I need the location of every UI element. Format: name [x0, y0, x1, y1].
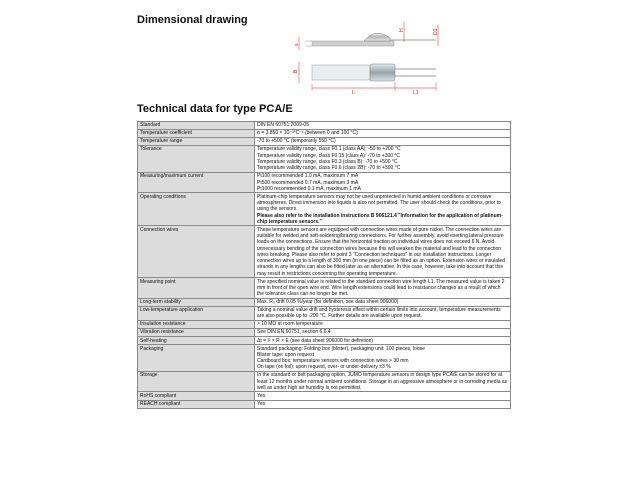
- table-row: [138, 306, 511, 320]
- row-label: Vibration resistance: [138, 329, 255, 337]
- row-value: [255, 321, 511, 329]
- row-value: [255, 146, 511, 173]
- row-value: [255, 392, 511, 400]
- row-label: Temperature range: [138, 138, 255, 146]
- value-line: Blister tape: upon request: [257, 351, 314, 358]
- value-text: Taking a nominal value drift and hysteresis effect within certain limits into account, temperature measurements are also possible up to -200 °C. Further details are available upon request.: [257, 307, 501, 320]
- drawing-label-b: B: [293, 69, 299, 73]
- row-label: Low-temperature application: [138, 306, 255, 320]
- row-value: [255, 122, 511, 130]
- row-label: Connection wires: [138, 226, 255, 278]
- row-label: Long-term stability: [138, 298, 255, 306]
- value-line: Cardboard box: temperature sensors with connection wires > 30 mm: [257, 358, 409, 365]
- value-line: α = 3.850 × 10⁻³°C⁻¹ (between 0 and 100 °C): [257, 130, 358, 137]
- table-row: [138, 329, 511, 337]
- value-text: The specified nominal value is related to the standard connection wire length L1. The measured value is taken 2 mm in front of the open wire end. Wire length extensions could lead to resistance changes as a result of which the tolerance class can no longer be met.: [257, 278, 505, 298]
- row-label: Measuring/maximum current: [138, 172, 255, 193]
- row-value: [255, 172, 511, 193]
- value-line: See DIN EN 60751, section 6.6.4: [257, 329, 331, 336]
- table-row: [138, 146, 511, 173]
- table-row: [138, 226, 511, 278]
- table-row: [138, 122, 511, 130]
- value-line: On tape (on foil): upon request, over- or under-delivery ±3 %: [257, 364, 391, 371]
- value-line: Pt500 recommended 0.7 mA, maximum 3 mA: [257, 179, 359, 186]
- row-label: Temperature coefficient: [138, 130, 255, 138]
- row-label: Insulation resistance: [138, 321, 255, 329]
- row-label: REACH compliant: [138, 400, 255, 408]
- value-line: Pt1000 recommended 0.1 mA, maximum 1 mA: [257, 185, 361, 192]
- row-label: Packaging: [138, 345, 255, 372]
- row-value: [255, 278, 511, 299]
- table-row: [138, 130, 511, 138]
- row-label: Self-heating: [138, 337, 255, 345]
- table-row: [138, 392, 511, 400]
- row-value: [255, 345, 511, 372]
- row-label: Storage: [138, 371, 255, 392]
- value-line: Temperature validity range, class F0.15 (class A): -70 to +300 °C: [257, 152, 401, 159]
- dimensional-drawing: [286, 16, 446, 96]
- value-line: Temperature validity range, class F0.1 (class AA): -50 to +200 °C: [257, 146, 401, 153]
- value-text: In the standard or belt packaging option, JUMO temperature sensors in design type PCA/E can be stored for at least 12 months under normal ambient conditions. Storage in an aggressive atmosphere or in corroding media as well as under high air humidity is not permitted.: [257, 372, 508, 391]
- value-line: Standard packaging: Folding box (blister), packaging unit: 100 pieces, loose: [257, 345, 425, 352]
- value-line: Temperature validity range, class F0.6 (class 2B): -70 to +500 °C: [257, 165, 401, 172]
- table-row: [138, 278, 511, 299]
- row-value: [255, 306, 511, 320]
- value-line: Pt100 recommended 1.0 mA, maximum 7 mA: [257, 173, 359, 180]
- value-line: Yes: [257, 392, 266, 399]
- value-line: Temperature validity range, class F0.3 (class B): -70 to +500 °C: [257, 158, 398, 165]
- row-value: [255, 400, 511, 408]
- table-row: [138, 337, 511, 345]
- dimensional-drawing-heading: Dimensional drawing: [137, 14, 248, 26]
- technical-data-table: [137, 121, 511, 409]
- technical-data-heading: Technical data for type PCA/E: [137, 103, 293, 115]
- top-view: [299, 62, 436, 91]
- row-label: RoHS compliant: [138, 392, 255, 400]
- row-value: [255, 226, 511, 278]
- drawing-label-l: L: [352, 90, 355, 96]
- drawing-label-s: s: [294, 43, 300, 46]
- value-line: DIN EN 60751:2009-05: [257, 122, 309, 129]
- value-line: > 10 MΩ at room temperature: [257, 321, 323, 328]
- drawing-label-d1: D1: [433, 28, 439, 35]
- side-view: [299, 22, 438, 50]
- row-value: [255, 337, 511, 345]
- row-value: [255, 193, 511, 226]
- value-line: Δt = I² × R × E (see data sheet 906000 for definition): [257, 337, 374, 344]
- value-text: These temperature sensors are equipped with connection wires made of pure nickel. The connection wires are suitable for welded and soft-soldering/brazing connections. For further assembly, avoid exerting lateral pressure loads on the connections. Ensure that the horizontal traction on individual wires does not exceed 6 N. Avoid unnecessary bending of the connection wires because this will weaken the material and lead to the connection wires breaking. Please also refer to point 3 "Connection techniques" in our installation instructions. Longer connection wires up to a length of 300 mm (in one piece) can be fitted as an option. Extension wires or insulated strands in any lengths can also be fitted later as an alternative. In this case, however, take into account that this may result in restrictions concerning the operating temperature.: [257, 226, 505, 277]
- table-row: [138, 400, 511, 408]
- table-row: [138, 371, 511, 392]
- value-text: Platinum-chip temperature sensors may not be used unprotected in humid ambient conditions or corrosive atmospheres. Direct immersion into liquids is also not permitted. The user should check the conditions, prior to using the sensors.: [257, 193, 501, 213]
- table-row: [138, 138, 511, 146]
- table-row: [138, 345, 511, 372]
- table-row: [138, 298, 511, 306]
- table-row: [138, 172, 511, 193]
- row-label: Tolerance: [138, 146, 255, 173]
- row-value: [255, 138, 511, 146]
- row-value: [255, 329, 511, 337]
- value-line: Yes: [257, 400, 266, 407]
- value-note: Please also refer to the installation instructions B 906121.4 "Information for the application of platinum-chip temperature sensors.": [257, 212, 503, 225]
- value-line: Max. R₀ drift 0.05 %/year (for definition, see data sheet 906000): [257, 299, 399, 306]
- table-row: [138, 193, 511, 226]
- row-label: Measuring point: [138, 278, 255, 299]
- row-value: [255, 130, 511, 138]
- row-label: Operating conditions: [138, 193, 255, 226]
- row-value: [255, 371, 511, 392]
- drawing-label-l1: L1: [413, 90, 419, 96]
- row-value: [255, 298, 511, 306]
- row-label: Standard: [138, 122, 255, 130]
- drawing-label-h: H: [399, 28, 405, 32]
- table-row: [138, 321, 511, 329]
- value-line: -70 to +500 °C (temporarily 550 °C): [257, 138, 336, 145]
